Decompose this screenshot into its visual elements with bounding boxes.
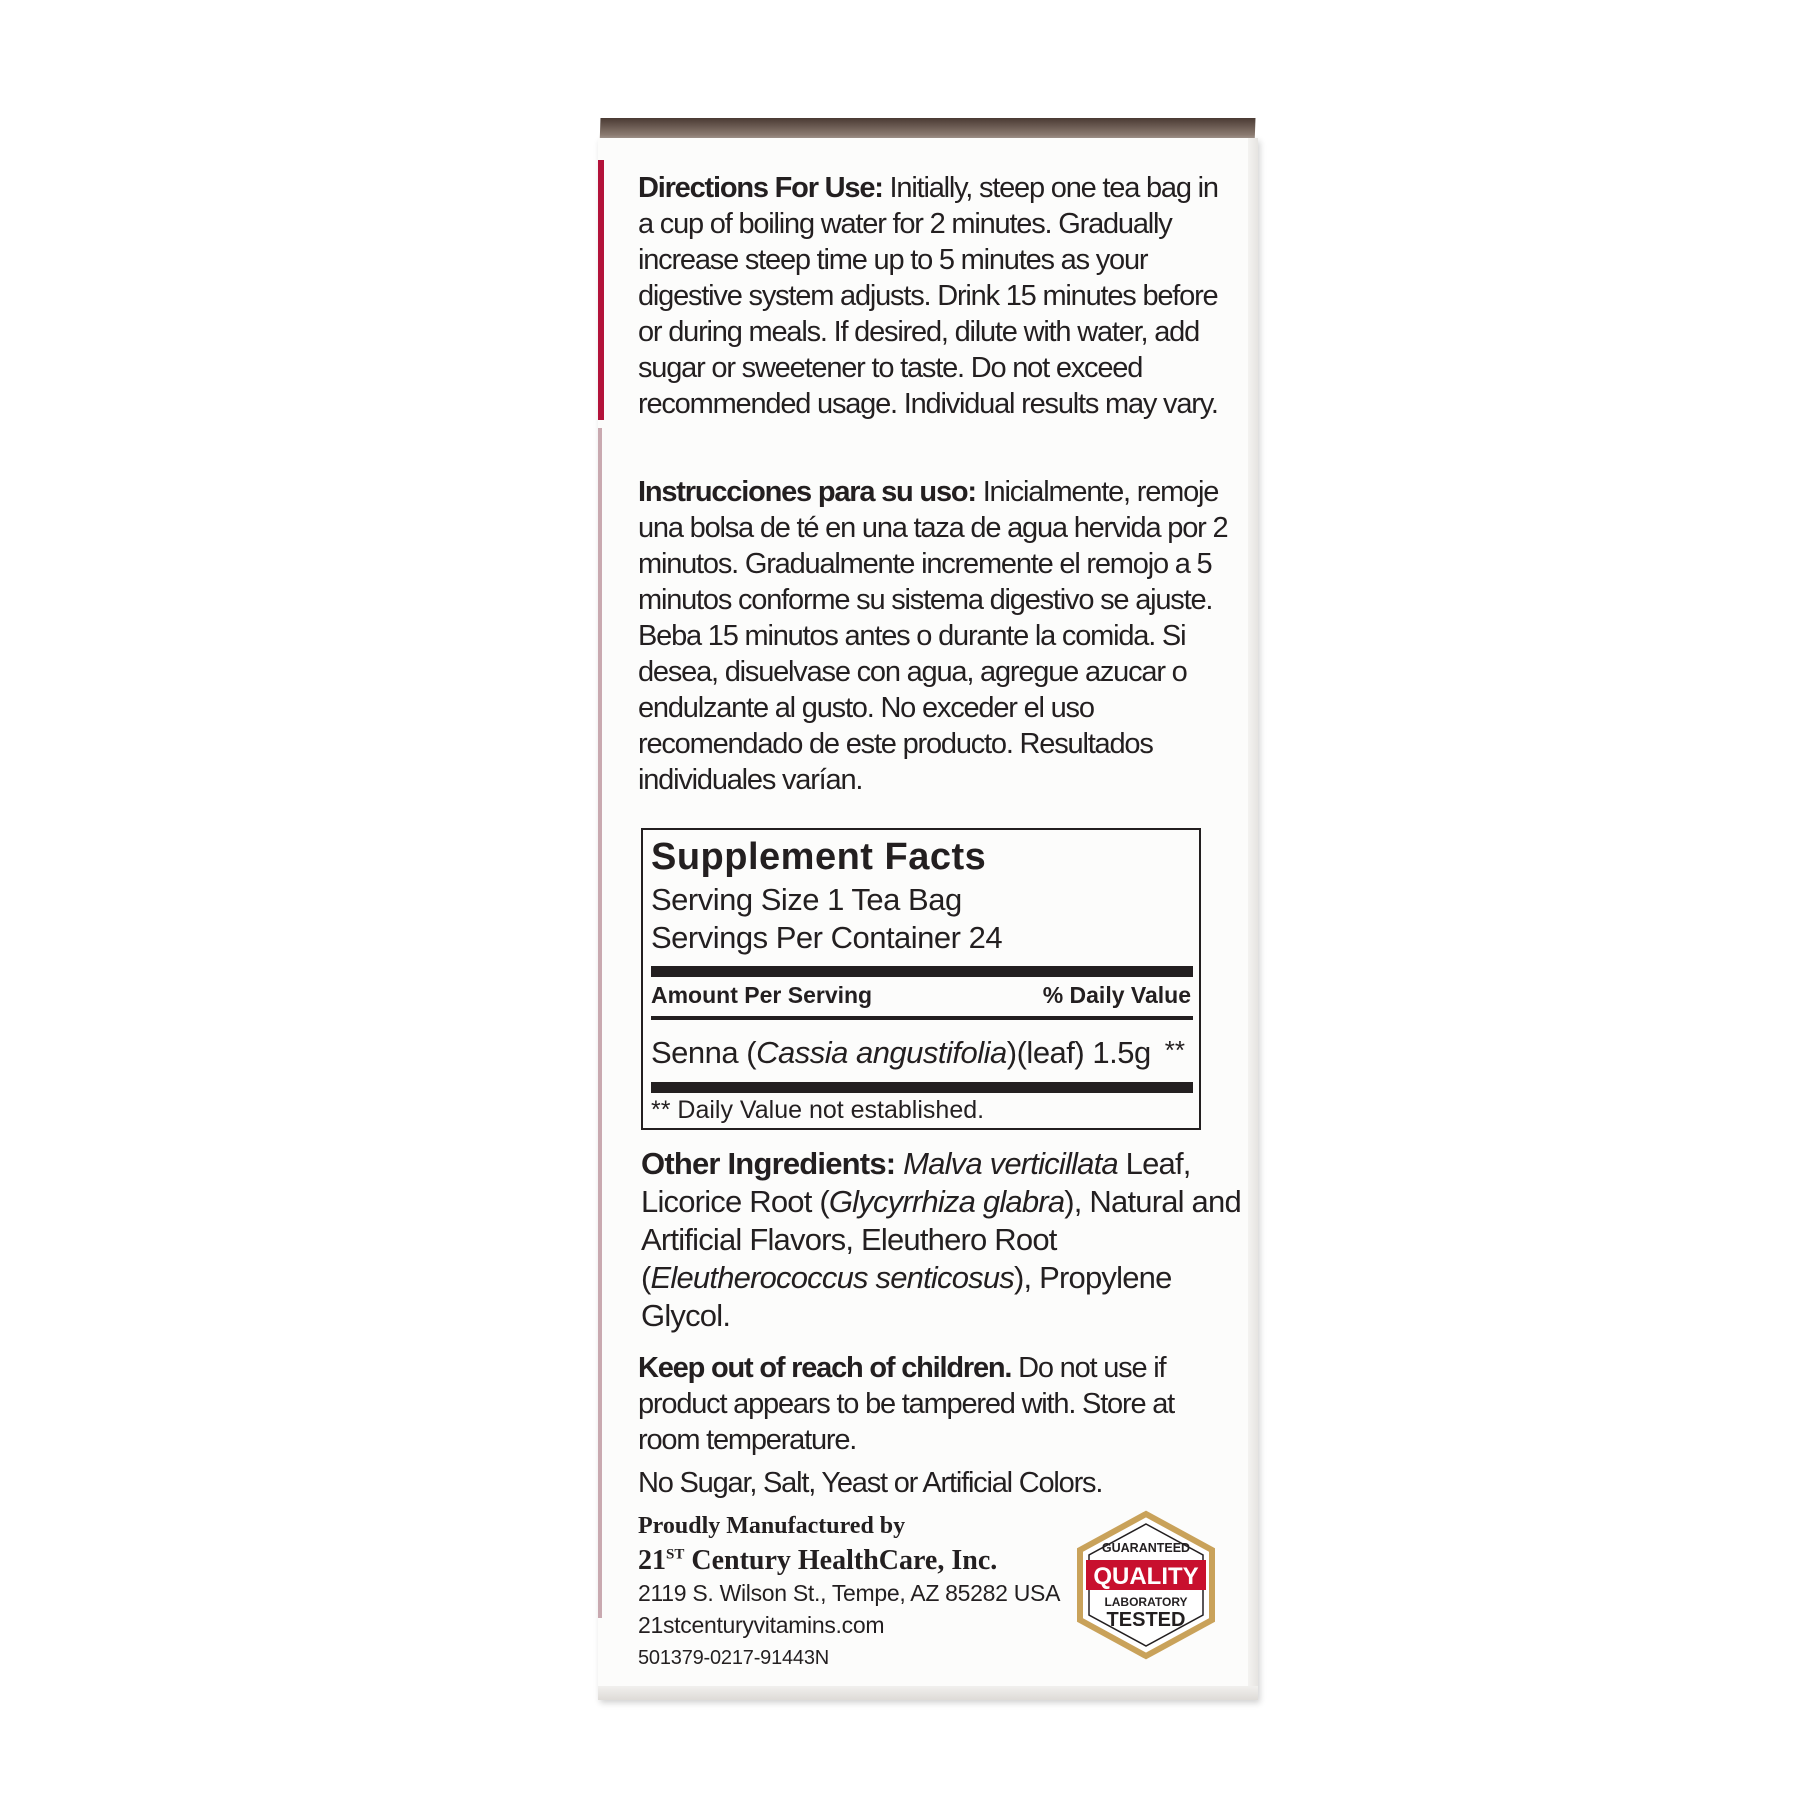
red-edge-accent xyxy=(598,160,604,420)
instrucciones-text: Inicialmente, remoje una bolsa de té en una taza de agua hervida por 2 minutos. Gradualmente incremente el remojo a 5 minutos conforme su sistema digestivo se ajuste. Beba 15 minutos antes o durante la comida. Si desea, disuelvase con agua, agregue azucar o endulzante al gusto. No exceder el uso recomendado de este producto. Resultados individuales varían. xyxy=(638,476,1228,796)
badge-middle-text: QUALITY xyxy=(1093,1563,1199,1590)
directions-heading: Directions For Use: xyxy=(638,172,883,204)
amount-per-serving-header: Amount Per Serving xyxy=(651,982,873,1008)
servings-per-container: Servings Per Container 24 xyxy=(651,920,1003,955)
warning-text: Do not use if product appears to be tampered with. Store at room temperature. xyxy=(638,1352,1175,1456)
other-ingredients-heading: Other Ingredients: xyxy=(641,1146,896,1181)
senna-ingredient-row xyxy=(651,1035,1151,1071)
badge-lower-text-1: LABORATORY xyxy=(1104,1595,1188,1609)
manufacturer-name xyxy=(638,1545,997,1577)
manufacturer-address: 2119 S. Wilson St., Tempe, AZ 85282 USA xyxy=(638,1580,1061,1606)
manufacturer-website: 21stcenturyvitamins.com xyxy=(638,1612,885,1638)
glycyrrhiza-latin: Glycyrrhiza glabra xyxy=(828,1184,1065,1219)
facts-thin-divider xyxy=(651,1016,1193,1020)
other-ingredients-paragraph xyxy=(641,1145,1241,1335)
senna-latin-name: Cassia angustifolia xyxy=(756,1035,1007,1070)
eleutherococcus-latin: Eleutherococcus senticosus xyxy=(650,1260,1014,1295)
manufacturer-name-rest: Century HealthCare, Inc. xyxy=(684,1545,998,1576)
daily-value-footnote: ** Daily Value not established. xyxy=(651,1096,985,1124)
box-bottom-edge xyxy=(598,1686,1258,1700)
manufacturer-name-number: 21 xyxy=(638,1545,666,1576)
supplement-facts-panel xyxy=(641,828,1201,1130)
manufactured-by-label: Proudly Manufactured by xyxy=(638,1513,906,1539)
facts-thick-divider xyxy=(651,966,1193,977)
senna-daily-value: ** xyxy=(1164,1035,1185,1065)
badge-lower-text-2: TESTED xyxy=(1106,1609,1186,1631)
other-ingredients-text-3: ), Propylene Glycol. xyxy=(641,1260,1172,1333)
other-ingredients-text-2: ), Natural and Artificial Flavors, Eleuthero Root ( xyxy=(641,1184,1241,1295)
instrucciones-paragraph xyxy=(638,474,1238,798)
box-right-edge xyxy=(1248,138,1258,1700)
warning-paragraph xyxy=(638,1350,1238,1458)
senna-amount: )(leaf) 1.5g xyxy=(1006,1035,1151,1070)
serving-size: Serving Size 1 Tea Bag xyxy=(651,882,962,917)
warning-heading: Keep out of reach of children. xyxy=(638,1352,1012,1384)
malva-latin: Malva verticillata xyxy=(895,1146,1118,1181)
pink-edge-accent xyxy=(598,428,602,1618)
quality-tested-badge-icon xyxy=(1072,1510,1220,1660)
badge-top-text: GUARANTEED xyxy=(1101,1541,1191,1555)
manufacturer-name-superscript: ST xyxy=(666,1546,685,1563)
instrucciones-heading: Instrucciones para su uso: xyxy=(638,476,976,508)
directions-text: Initially, steep one tea bag in a cup of boiling water for 2 minutes. Gradually increase steep time up to 5 minutes as your digestive system adjusts. Drink 15 minutes before or during meals. If desired, dilute with water, add sugar or sweetener to taste. Do not exceed recommended usage. Individual results may vary. xyxy=(638,172,1218,420)
senna-name: Senna ( xyxy=(651,1035,757,1070)
daily-value-header: % Daily Value xyxy=(1042,982,1191,1008)
other-ingredients-text-1: Leaf, Licorice Root ( xyxy=(641,1146,1191,1219)
supplement-facts-title: Supplement Facts xyxy=(651,836,987,878)
product-code: 501379-0217-91443N xyxy=(638,1647,830,1669)
directions-paragraph xyxy=(638,170,1238,422)
facts-bottom-divider xyxy=(651,1082,1193,1093)
claims-text: No Sugar, Salt, Yeast or Artificial Colors. xyxy=(638,1467,1103,1499)
